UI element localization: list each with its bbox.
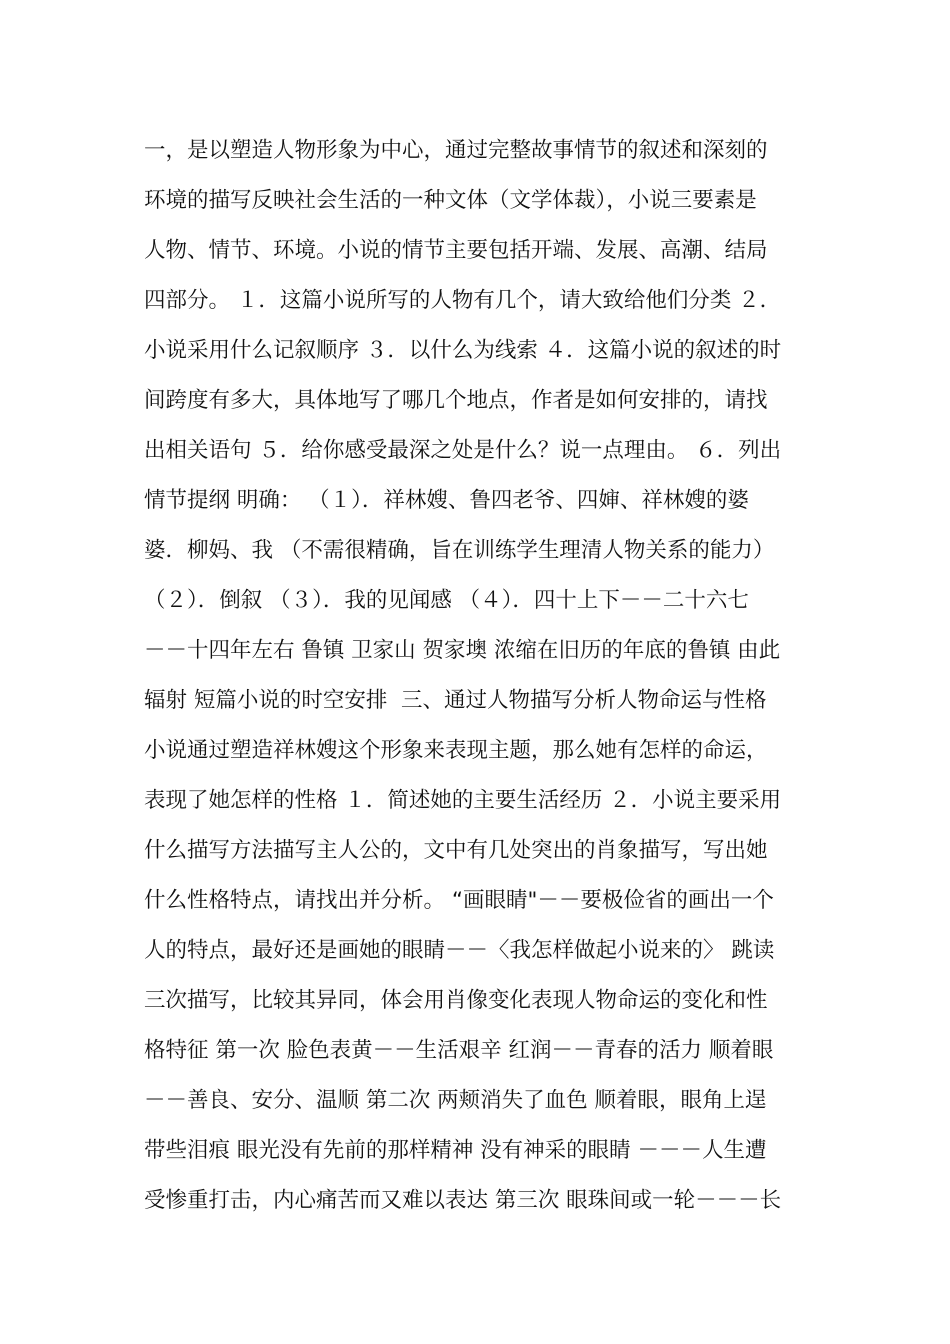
text-line: 人的特点，最好还是画她的眼睛－－〈我怎样做起小说来的〉 跳读 <box>144 938 775 963</box>
text-line: 表现了她怎样的性格 １．简述她的主要生活经历 ２．小说主要采用 <box>144 788 782 813</box>
text-line: 格特征 第一次 脸色表黄－－生活艰辛 红润－－青春的活力 顺着眼 <box>144 1038 774 1063</box>
text-line: 婆．柳妈、我 （不需很精确，旨在训练学生理清人物关系的能力） <box>144 538 775 563</box>
text-line: 间跨度有多大，具体地写了哪几个地点，作者是如何安排的，请找 <box>144 388 768 413</box>
text-line: 带些泪痕 眼光没有先前的那样精神 没有神采的眼睛 －－－人生遭 <box>144 1138 767 1163</box>
text-line: 出相关语句 ５．给你感受最深之处是什么？说一点理由。 ６．列出 <box>144 438 782 463</box>
text-line: 环境的描写反映社会生活的一种文体（文学体裁），小说三要素是 <box>144 188 757 213</box>
text-line: 辐射 短篇小说的时空安排 三、通过人物描写分析人物命运与性格 <box>144 688 767 713</box>
text-line: 什么性格特点，请找出并分析。 “画眼睛"－－要极俭省的画出一个 <box>144 888 774 913</box>
text-line: 一，是以塑造人物形象为中心，通过完整故事情节的叙述和深刻的 <box>144 138 768 163</box>
text-line: 四部分。 １．这篇小说所写的人物有几个，请大致给他们分类 ２． <box>144 288 782 313</box>
text-line: 小说通过塑造祥林嫂这个形象来表现主题，那么她有怎样的命运， <box>144 738 768 763</box>
text-line: －－十四年左右 鲁镇 卫家山 贺家墺 浓缩在旧历的年底的鲁镇 由此 <box>144 638 781 663</box>
text-line: （２）．倒叙 （３）．我的见闻感 （４）．四十上下－－二十六七 <box>144 588 749 613</box>
text-line: 小说采用什么记叙顺序 ３．以什么为线索 ４．这篇小说的叙述的时 <box>144 338 782 363</box>
text-line: －－善良、安分、温顺 第二次 两颊消失了血色 顺着眼，眼角上逞 <box>144 1088 767 1113</box>
text-line: 三次描写，比较其异同，体会用肖像变化表现人物命运的变化和性 <box>144 988 768 1013</box>
text-line: 什么描写方法描写主人公的，文中有几处突出的肖象描写，写出她 <box>144 838 768 863</box>
text-line: 人物、情节、环境。小说的情节主要包括开端、发展、高潮、结局 <box>144 238 768 263</box>
text-line: 情节提纲 明确： （１）．祥林嫂、鲁四老爷、四婶、祥林嫂的婆 <box>144 488 749 513</box>
body-text <box>144 126 814 1226</box>
text-line: 受惨重打击，内心痛苦而又难以表达 第三次 眼珠间或一轮－－－长 <box>144 1188 782 1213</box>
